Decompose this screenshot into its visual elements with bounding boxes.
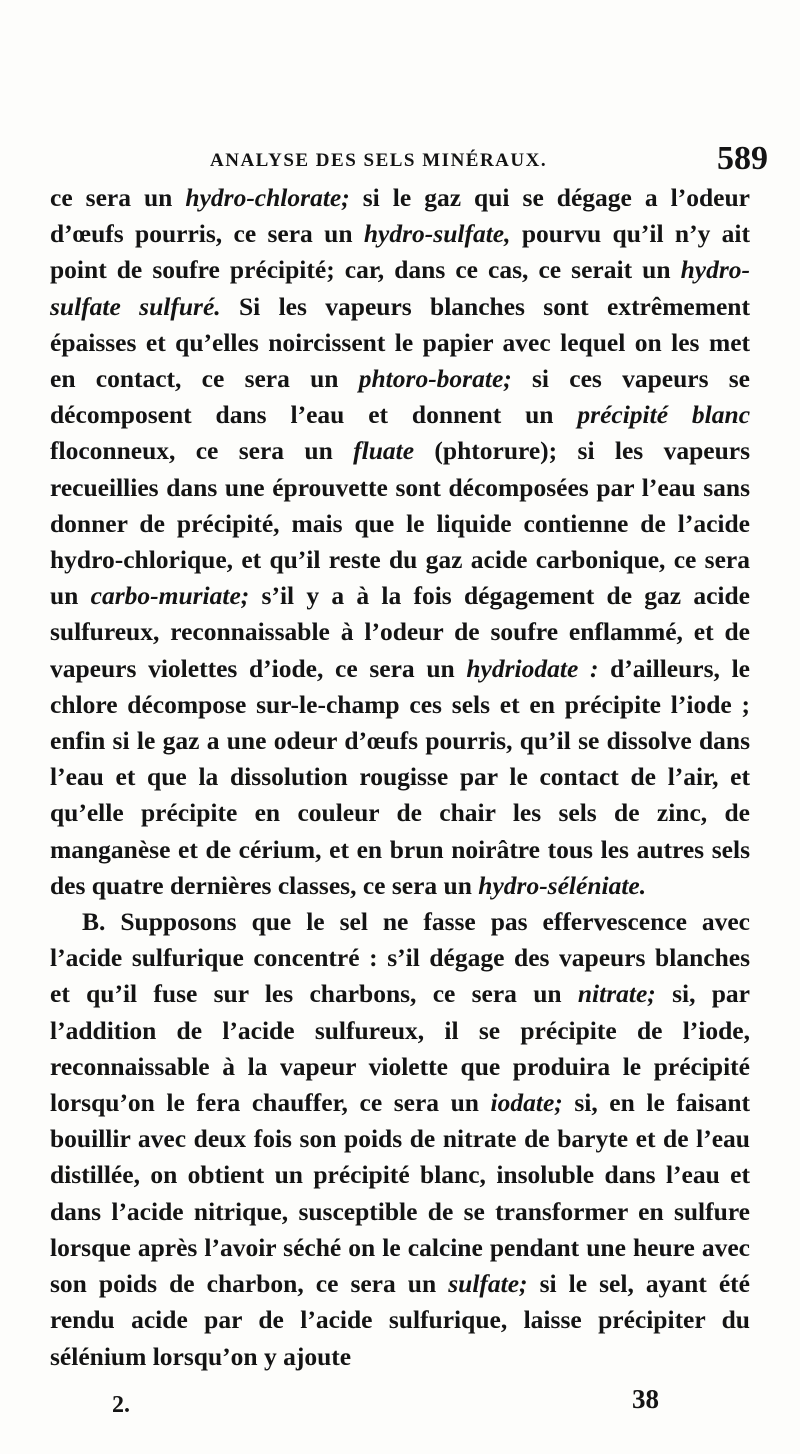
italic-term: hydro-chlorate; [185, 183, 350, 212]
text-run: pourvu qu’il n’y ait point de soufre précipité; car, dans ce cas, ce serait un [50, 219, 750, 285]
text-run: si le sel, ayant été rendu acide par de l’acide sulfurique, laisse précipiter du sélénium lorsqu’on y ajoute [50, 1269, 750, 1371]
text-run: ce sera un [50, 183, 186, 212]
text-run: d’ailleurs, le chlore décompose sur-le-champ ces sels et en précipite l’iode ; enfin si le gaz a une odeur d’œufs pourris, qu’il se dissolve dans l’eau et que la dissolution rougisse par le contact de l’air, et qu’elle précipite en couleur de chair les sels de zinc, de manganèse et de cérium, et en brun noirâtre tous les autres sels des quatre dernières classes, ce sera un [50, 653, 750, 900]
text-run: (phtorure); si les vapeurs recueillies dans une éprouvette sont décomposées par l’eau sans donner de précipité, mais que le liquide contienne de l’acide hydro-chlorique, et qu’il reste du gaz acide carbonique, ce sera un [50, 436, 750, 611]
running-head: ANALYSE DES SELS MINÉRAUX. [210, 150, 548, 171]
text-run: floconneux, ce sera un [50, 436, 354, 466]
signature-mark: 2. [112, 1392, 130, 1418]
text-run: si, par l’addition de l’acide sulfureux, il se précipite de l’iode, reconnaissable à la vapeur violette que produira le précipité lorsqu’on le fera chauffer, ce sera un [50, 979, 750, 1118]
italic-term: phtoro-borate; [358, 364, 512, 394]
text-run: si le gaz qui se dégage a l’odeur d’œufs pourris, ce sera un [50, 183, 750, 249]
italic-term: sulfate; [448, 1269, 528, 1299]
text-run: si, en le faisant bouillir avec deux fois son poids de nitrate de baryte et de l’eau distillée, on obtient un précipité blanc, insoluble dans l’eau et dans l’acide nitrique, susceptible de se transformer en sulfure lorsque après l’avoir séché on le calcine pendant une heure avec son poids de charbon, ce sera un [50, 1088, 750, 1299]
text-run: B. Supposons que le sel ne fasse pas effervescence avec l’acide sulfurique concentré : s’il dégage des vapeurs blanches et qu’il fuse sur les charbons, ce sera un [50, 907, 750, 1009]
page-number: 589 [717, 140, 768, 177]
text-run: s’il y a à la fois dégagement de gaz acide sulfureux, reconnaissable à l’odeur de soufre enflammé, et de vapeurs violettes d’iode, ce sera un [50, 581, 750, 683]
italic-term: hydro-sulfate, [363, 219, 511, 249]
italic-term: iodate; [490, 1088, 563, 1118]
italic-term: fluate [353, 436, 415, 466]
page-header [50, 140, 768, 184]
paragraph [50, 180, 750, 904]
paragraph [50, 904, 750, 1375]
body-text [50, 180, 750, 1375]
italic-term: hydriodate : [466, 653, 599, 683]
italic-term: hydro-séléniate. [478, 870, 647, 900]
italic-term: hydro-sulfate sulfuré. [50, 255, 750, 321]
sheet-number: 38 [632, 1384, 659, 1414]
italic-term: précipité blanc [577, 400, 751, 430]
text-run: si ces vapeurs se décomposent dans l’eau et donnent un [50, 364, 750, 430]
italic-term: carbo-muriate; [90, 581, 250, 611]
text-run: Si les vapeurs blanches sont extrêmement épaisses et qu’elles noircissent le papier avec lequel on les met en contact, ce sera un [50, 291, 750, 394]
italic-term: nitrate; [577, 979, 656, 1009]
